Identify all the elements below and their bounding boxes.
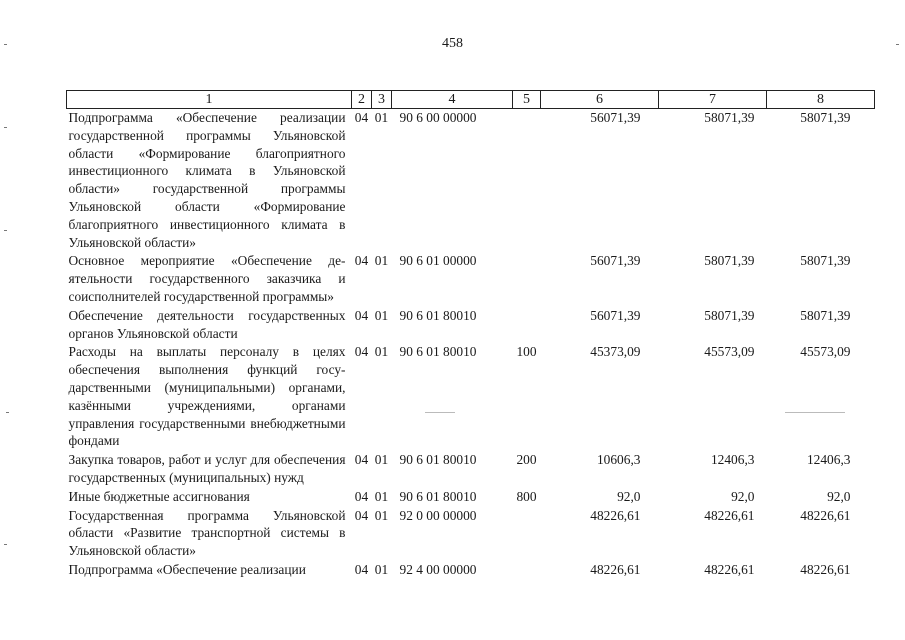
- table-row: [67, 450, 875, 487]
- row-expense-type: [513, 506, 541, 560]
- row-razdel: 04: [354, 110, 369, 125]
- column-header: 6: [541, 91, 659, 109]
- row-target-article: 90 6 01 80010: [399, 452, 477, 468]
- row-target-article: 92 4 00 00000: [399, 561, 477, 577]
- row-podrazdel: 01: [374, 253, 389, 269]
- row-value-8: 58071,39: [800, 307, 851, 323]
- row-value-7: 58071,39: [704, 307, 755, 323]
- row-value-7: 58071,39: [704, 110, 755, 125]
- row-name: Подпрограмма «Обеспечение реализации: [68, 561, 306, 577]
- row-name: Обеспечение деятельности государственных органов Ульяновской области: [68, 307, 346, 341]
- column-header: 7: [659, 91, 767, 109]
- row-podrazdel: 01: [374, 488, 389, 504]
- table-row: [67, 560, 875, 579]
- row-value-6: 56071,39: [590, 110, 641, 125]
- table-row: [67, 251, 875, 305]
- row-value-8: 58071,39: [800, 253, 851, 269]
- row-target-article: 90 6 01 80010: [399, 344, 477, 360]
- row-expense-type: [513, 560, 541, 579]
- column-header: 5: [513, 91, 541, 109]
- row-target-article: 90 6 01 80010: [399, 488, 477, 504]
- table-row: [67, 306, 875, 343]
- row-podrazdel: 01: [374, 344, 389, 360]
- row-name: Расходы на выплаты персоналу в целях обеспечения выполнения функций государственными (муниципальными) органами, казёнными учреждениями, органами управления государственными внебюджетными фондами: [68, 344, 346, 449]
- row-name: Закупка товаров, работ и услуг для обеспечения государственных (муниципальных) нужд: [68, 452, 346, 485]
- page-number: 458: [442, 36, 463, 51]
- row-podrazdel: 01: [374, 507, 389, 523]
- row-value-6: 56071,39: [590, 253, 641, 269]
- row-expense-type: [513, 109, 541, 252]
- column-header: 3: [372, 91, 392, 109]
- row-value-7: 45573,09: [704, 344, 755, 360]
- row-value-8: 45573,09: [800, 344, 851, 360]
- table-header-row: [67, 91, 875, 109]
- column-header: 1: [67, 91, 352, 109]
- row-value-6: 45373,09: [590, 344, 641, 360]
- row-value-6: 48226,61: [590, 507, 641, 523]
- row-name: Иные бюджетные ассигнования: [68, 488, 250, 504]
- row-expense-type: [513, 251, 541, 305]
- row-value-6: 56071,39: [590, 307, 641, 323]
- column-header: 4: [392, 91, 513, 109]
- margin-mark: [4, 44, 7, 45]
- row-value-7: 58071,39: [704, 253, 755, 269]
- row-expense-type: 800: [516, 488, 537, 504]
- row-razdel: 04: [354, 307, 369, 323]
- row-name: Государственная программа Ульяновской области «Развитие транспортной системы в Ульяновской области»: [68, 507, 346, 559]
- row-value-8: 58071,39: [800, 110, 851, 125]
- row-value-7: 48226,61: [704, 561, 755, 577]
- row-name: Основное мероприятие «Обеспечение деятельности государственного заказчика и соисполнителей государственной программы»: [68, 253, 346, 304]
- margin-mark: [6, 412, 9, 413]
- table-row: [67, 342, 875, 450]
- margin-mark: [4, 127, 7, 128]
- row-podrazdel: 01: [374, 452, 389, 468]
- row-podrazdel: 01: [374, 110, 389, 125]
- row-target-article: 90 6 01 00000: [399, 253, 477, 269]
- row-value-6: 92,0: [617, 488, 641, 504]
- table-row: [67, 506, 875, 560]
- row-razdel: 04: [354, 561, 369, 577]
- row-target-article: 90 6 00 00000: [399, 110, 477, 125]
- row-value-6: 10606,3: [596, 452, 641, 468]
- row-podrazdel: 01: [374, 307, 389, 323]
- row-name: Подпрограмма «Обеспечение реализации государственной программы Ульяновской области «Формирование благоприятного инвестиционного климата в Ульяновской области» государственной программы Ульяновской области «Формирование благоприятного инвестиционного климата в Ульяновской области»: [68, 110, 346, 250]
- row-value-6: 48226,61: [590, 561, 641, 577]
- row-expense-type: [513, 306, 541, 343]
- row-value-8: 48226,61: [800, 561, 851, 577]
- row-value-8: 12406,3: [806, 452, 851, 468]
- row-expense-type: 100: [516, 344, 537, 360]
- row-razdel: 04: [354, 344, 369, 360]
- margin-mark: [896, 44, 899, 45]
- row-expense-type: 200: [516, 452, 537, 468]
- row-razdel: 04: [354, 253, 369, 269]
- table-row: [67, 109, 875, 252]
- row-target-article: 92 0 00 00000: [399, 507, 477, 523]
- row-razdel: 04: [354, 507, 369, 523]
- row-target-article: 90 6 01 80010: [399, 307, 477, 323]
- row-value-7: 12406,3: [710, 452, 755, 468]
- margin-mark: [4, 230, 7, 231]
- budget-table: [66, 90, 875, 579]
- row-value-7: 48226,61: [704, 507, 755, 523]
- table-row: [67, 487, 875, 506]
- column-header: 2: [352, 91, 372, 109]
- column-header: 8: [767, 91, 875, 109]
- row-value-8: 48226,61: [800, 507, 851, 523]
- row-value-7: 92,0: [731, 488, 755, 504]
- row-podrazdel: 01: [374, 561, 389, 577]
- row-razdel: 04: [354, 452, 369, 468]
- row-razdel: 04: [354, 488, 369, 504]
- row-value-8: 92,0: [827, 488, 851, 504]
- margin-mark: [4, 544, 7, 545]
